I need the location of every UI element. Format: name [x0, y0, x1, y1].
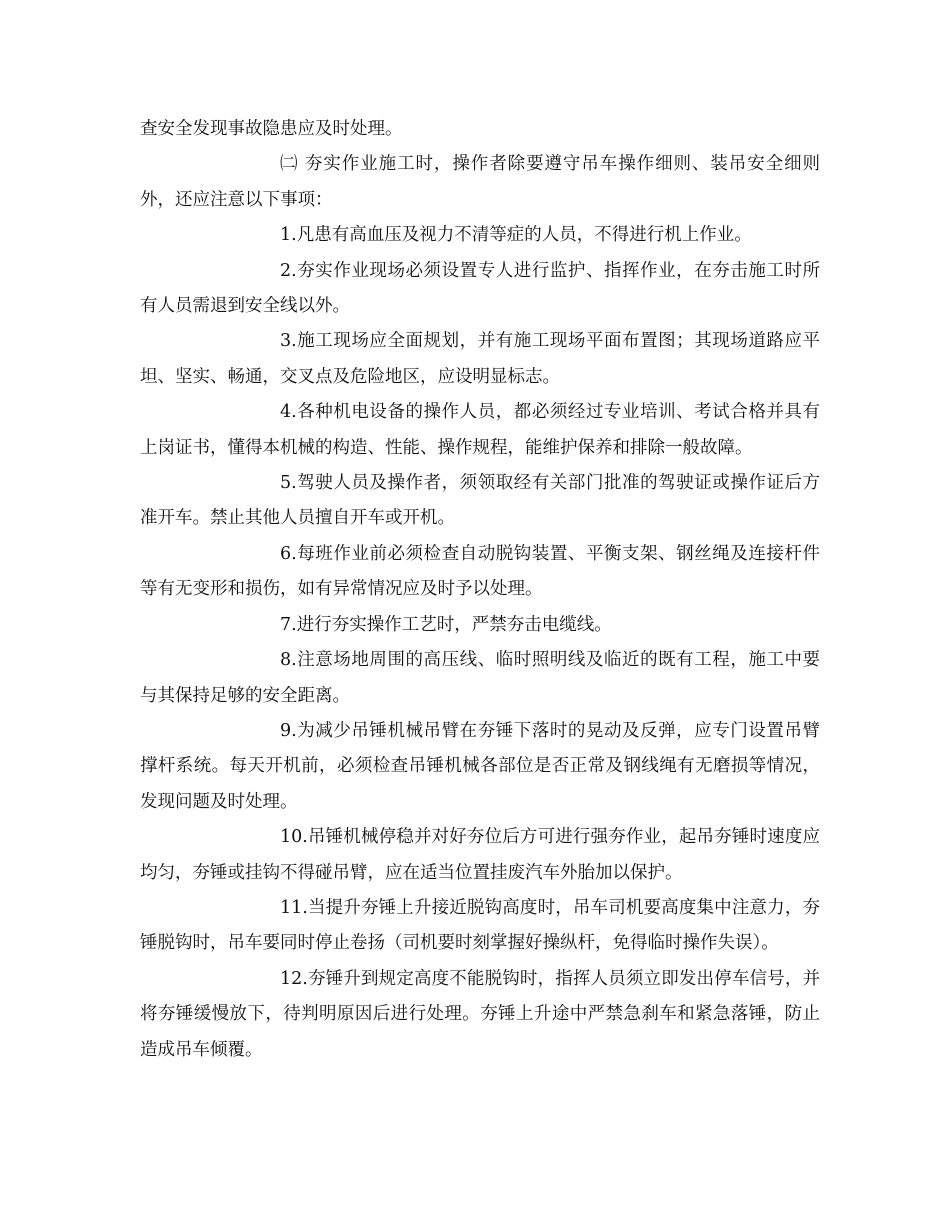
paragraph-item-1: 1.凡患有高血压及视力不清等症的人员，不得进行机上作业。 — [280, 225, 752, 246]
paragraph-continuation: 查安全发现事故隐患应及时处理。 — [140, 119, 403, 139]
paragraph-item-8: 8.注意场地周围的高压线、临时照明线及临近的既有工程，施工中要与其保持足够的安全距离。 — [140, 650, 820, 706]
paragraph-item-2: 2.夯实作业现场必须设置专人进行监护、指挥作业，在夯击施工时所有人员需退到安全线以外。 — [140, 260, 820, 317]
document-body — [140, 112, 820, 1068]
paragraph-item-10: 10.吊锤机械停稳并对好夯位后方可进行强夯作业，起吊夯锤时速度应均匀，夯锤或挂钩不得碰吊臂，应在适当位置挂废汽车外胎加以保护。 — [140, 827, 820, 883]
paragraph-item-11: 11.当提升夯锤上升接近脱钩高度时，吊车司机要高度集中注意力，夯锤脱钩时，吊车要同时停止卷扬（司机要时刻掌握好操纵杆，免得临时操作失误）。 — [140, 897, 820, 954]
paragraph-item-4: 4.各种机电设备的操作人员，都必须经过专业培训、考试合格并具有上岗证书，懂得本机械的构造、性能、操作规程，能维护保养和排除一般故障。 — [140, 402, 820, 458]
paragraph-item-12: 12.夯锤升到规定高度不能脱钩时，指挥人员须立即发出停车信号，并将夯锤缓慢放下，待判明原因后进行处理。夯锤上升途中严禁急刹车和紧急落锤，防止造成吊车倾覆。 — [140, 968, 820, 1060]
paragraph-item-9: 9.为减少吊锤机械吊臂在夯锤下落时的晃动及反弹，应专门设置吊臂撑杆系统。每天开机前，必须检查吊锤机械各部位是否正常及钢线绳有无磨损等情况，发现问题及时处理。 — [140, 720, 820, 812]
paragraph-section-2-intro: ㈡ 夯实作业施工时，操作者除要遵守吊车操作细则、装吊安全细则外，还应注意以下事项： — [140, 154, 820, 210]
paragraph-item-7: 7.进行夯实操作工艺时，严禁夯击电缆线。 — [280, 614, 612, 635]
paragraph-item-5: 5.驾驶人员及操作者，须领取经有关部门批准的驾驶证或操作证后方准开车。禁止其他人员擅自开车或开机。 — [140, 473, 820, 529]
paragraph-item-3: 3.施工现场应全面规划，并有施工现场平面布置图；其现场道路应平坦、坚实、畅通，交叉点及危险地区，应设明显标志。 — [140, 331, 820, 387]
paragraph-item-6: 6.每班作业前必须检查自动脱钩装置、平衡支架、钢丝绳及连接杆件等有无变形和损伤，如有异常情况应及时予以处理。 — [140, 543, 820, 600]
